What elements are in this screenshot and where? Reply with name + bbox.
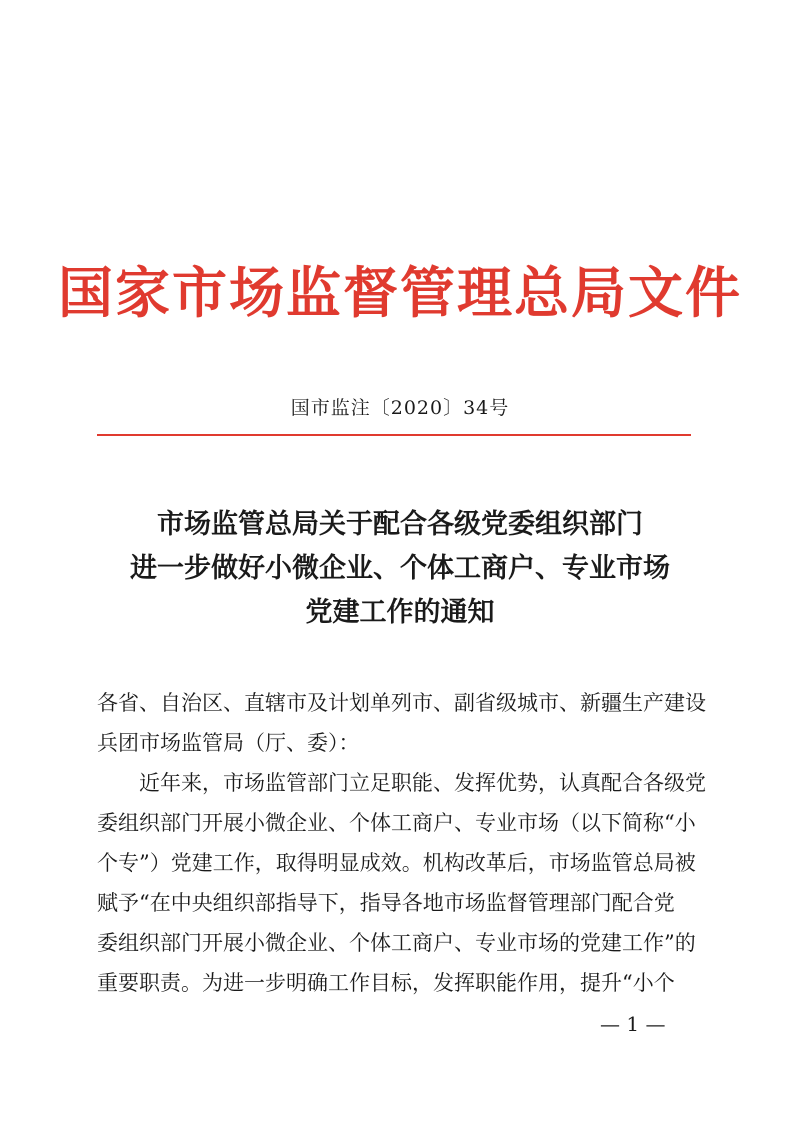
paragraph-line-4: 赋予“在中央组织部指导下，指导各地市场监督管理部门配合党 [97, 891, 675, 915]
document-number: 国市监注〔2020〕34号 [290, 397, 510, 419]
notice-title [0, 503, 800, 635]
document-body [97, 683, 706, 1003]
red-divider-line [97, 434, 691, 436]
page-number: — 1 — [600, 1012, 666, 1036]
salutation-line-2: 兵团市场监管局（厅、委）： [97, 731, 360, 755]
document-issuer-title: 国家市场监督管理总局文件 [57, 260, 742, 325]
paragraph-line-6: 重要职责。为进一步明确工作目标，发挥职能作用，提升“小个 [97, 971, 675, 995]
paragraph-line-5: 委组织部门开展小微企业、个体工商户、专业市场的党建工作”的 [97, 931, 696, 955]
notice-title-line-2: 进一步做好小微企业、个体工商户、专业市场 [130, 553, 670, 584]
notice-title-line-1: 市场监管总局关于配合各级党委组织部门 [157, 509, 643, 540]
paragraph-line-1: 近年来，市场监管部门立足职能、发挥优势，认真配合各级党 [139, 771, 706, 795]
salutation-line-1: 各省、自治区、直辖市及计划单列市、副省级城市、新疆生产建设 [97, 691, 706, 715]
notice-title-line-3: 党建工作的通知 [305, 597, 495, 628]
paragraph-line-3: 个专”）党建工作，取得明显成效。机构改革后，市场监管总局被 [97, 851, 696, 875]
paragraph-line-2: 委组织部门开展小微企业、个体工商户、专业市场（以下简称“小 [97, 811, 696, 835]
